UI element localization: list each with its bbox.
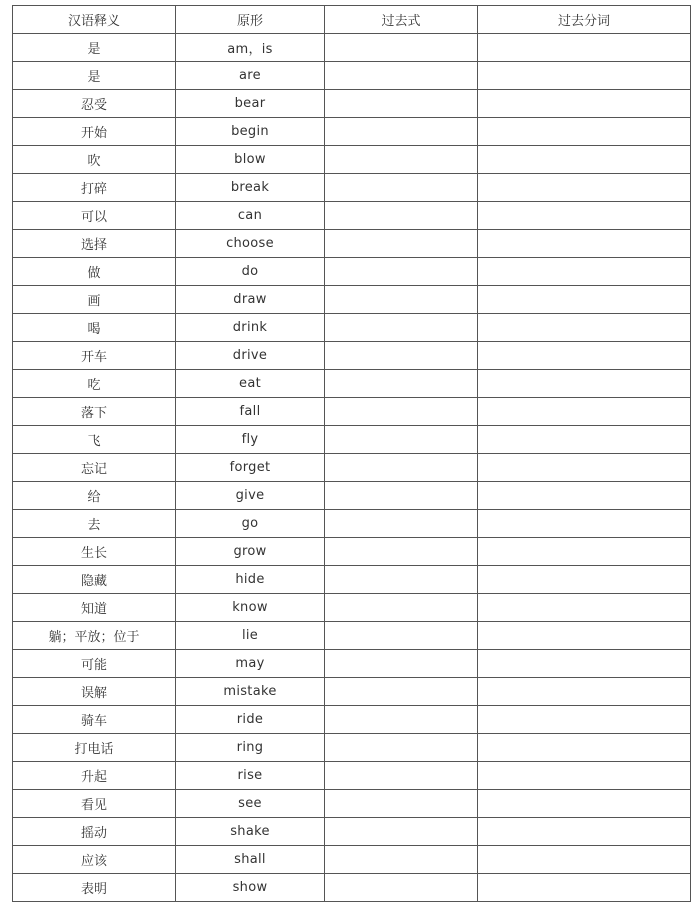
cell-past-tense[interactable] <box>325 202 478 230</box>
cell-past-participle[interactable] <box>478 230 691 258</box>
cell-meaning: 知道 <box>13 594 176 622</box>
cell-past-tense[interactable] <box>325 118 478 146</box>
cell-meaning: 误解 <box>13 678 176 706</box>
cell-base-form: do <box>176 258 325 286</box>
table-row <box>13 650 691 678</box>
table-row <box>13 566 691 594</box>
table-row <box>13 314 691 342</box>
cell-base-form: see <box>176 790 325 818</box>
cell-meaning: 给 <box>13 482 176 510</box>
cell-meaning: 可以 <box>13 202 176 230</box>
cell-base-form: may <box>176 650 325 678</box>
cell-past-tense[interactable] <box>325 818 478 846</box>
cell-past-participle[interactable] <box>478 846 691 874</box>
cell-past-tense[interactable] <box>325 90 478 118</box>
cell-past-participle[interactable] <box>478 650 691 678</box>
cell-meaning: 隐藏 <box>13 566 176 594</box>
cell-past-participle[interactable] <box>478 426 691 454</box>
cell-base-form: show <box>176 874 325 902</box>
cell-past-participle[interactable] <box>478 818 691 846</box>
cell-past-tense[interactable] <box>325 566 478 594</box>
cell-meaning: 可能 <box>13 650 176 678</box>
cell-past-participle[interactable] <box>478 174 691 202</box>
table-body <box>13 34 691 902</box>
table-row <box>13 202 691 230</box>
cell-past-tense[interactable] <box>325 258 478 286</box>
cell-past-tense[interactable] <box>325 482 478 510</box>
table-row <box>13 146 691 174</box>
cell-meaning: 骑车 <box>13 706 176 734</box>
cell-past-tense[interactable] <box>325 342 478 370</box>
cell-past-participle[interactable] <box>478 678 691 706</box>
cell-meaning: 升起 <box>13 762 176 790</box>
cell-past-tense[interactable] <box>325 230 478 258</box>
cell-meaning: 喝 <box>13 314 176 342</box>
cell-base-form: forget <box>176 454 325 482</box>
cell-past-tense[interactable] <box>325 762 478 790</box>
table-row <box>13 230 691 258</box>
table-row <box>13 874 691 902</box>
cell-meaning: 应该 <box>13 846 176 874</box>
cell-base-form: break <box>176 174 325 202</box>
cell-meaning: 做 <box>13 258 176 286</box>
cell-past-tense[interactable] <box>325 538 478 566</box>
cell-meaning: 开始 <box>13 118 176 146</box>
cell-meaning: 选择 <box>13 230 176 258</box>
cell-meaning: 摇动 <box>13 818 176 846</box>
cell-base-form: lie <box>176 622 325 650</box>
table-row <box>13 762 691 790</box>
header-base-form: 原形 <box>176 6 325 34</box>
table-row <box>13 370 691 398</box>
cell-past-tense[interactable] <box>325 146 478 174</box>
cell-meaning: 躺；平放；位于 <box>13 622 176 650</box>
cell-past-participle[interactable] <box>478 734 691 762</box>
cell-past-tense[interactable] <box>325 62 478 90</box>
cell-past-participle[interactable] <box>478 286 691 314</box>
cell-base-form: blow <box>176 146 325 174</box>
table-row <box>13 678 691 706</box>
cell-base-form: grow <box>176 538 325 566</box>
cell-past-participle[interactable] <box>478 538 691 566</box>
table-row <box>13 706 691 734</box>
cell-past-participle[interactable] <box>478 510 691 538</box>
cell-meaning: 表明 <box>13 874 176 902</box>
cell-past-participle[interactable] <box>478 146 691 174</box>
cell-base-form: draw <box>176 286 325 314</box>
table-row <box>13 118 691 146</box>
table-row <box>13 538 691 566</box>
cell-past-tense[interactable] <box>325 622 478 650</box>
cell-past-participle[interactable] <box>478 790 691 818</box>
cell-past-tense[interactable] <box>325 314 478 342</box>
cell-base-form: give <box>176 482 325 510</box>
cell-base-form: go <box>176 510 325 538</box>
cell-base-form: know <box>176 594 325 622</box>
cell-base-form: rise <box>176 762 325 790</box>
cell-past-participle[interactable] <box>478 594 691 622</box>
cell-base-form: shake <box>176 818 325 846</box>
cell-meaning: 打电话 <box>13 734 176 762</box>
cell-meaning: 吃 <box>13 370 176 398</box>
cell-past-participle[interactable] <box>478 370 691 398</box>
table-row <box>13 790 691 818</box>
irregular-verbs-table <box>12 5 691 902</box>
cell-past-tense[interactable] <box>325 846 478 874</box>
table-row <box>13 846 691 874</box>
cell-base-form: mistake <box>176 678 325 706</box>
cell-base-form: drive <box>176 342 325 370</box>
cell-meaning: 忍受 <box>13 90 176 118</box>
header-past-participle: 过去分词 <box>478 6 691 34</box>
cell-meaning: 开车 <box>13 342 176 370</box>
table-row <box>13 426 691 454</box>
cell-past-tense[interactable] <box>325 594 478 622</box>
cell-past-participle[interactable] <box>478 622 691 650</box>
cell-past-tense[interactable] <box>325 174 478 202</box>
cell-base-form: hide <box>176 566 325 594</box>
cell-past-participle[interactable] <box>478 202 691 230</box>
cell-past-participle[interactable] <box>478 258 691 286</box>
cell-meaning: 是 <box>13 34 176 62</box>
cell-base-form: bear <box>176 90 325 118</box>
cell-past-participle[interactable] <box>478 566 691 594</box>
cell-past-participle[interactable] <box>478 706 691 734</box>
table-row <box>13 510 691 538</box>
cell-meaning: 看见 <box>13 790 176 818</box>
cell-past-tense[interactable] <box>325 454 478 482</box>
cell-past-tense[interactable] <box>325 734 478 762</box>
cell-base-form: fall <box>176 398 325 426</box>
cell-past-tense[interactable] <box>325 286 478 314</box>
cell-past-tense[interactable] <box>325 874 478 902</box>
header-past-tense: 过去式 <box>325 6 478 34</box>
cell-past-tense[interactable] <box>325 706 478 734</box>
cell-past-participle[interactable] <box>478 314 691 342</box>
cell-base-form: ring <box>176 734 325 762</box>
table-row <box>13 734 691 762</box>
cell-base-form: choose <box>176 230 325 258</box>
table-row <box>13 62 691 90</box>
cell-past-participle[interactable] <box>478 90 691 118</box>
cell-past-tense[interactable] <box>325 34 478 62</box>
cell-meaning: 打碎 <box>13 174 176 202</box>
cell-base-form: shall <box>176 846 325 874</box>
cell-past-tense[interactable] <box>325 370 478 398</box>
cell-past-participle[interactable] <box>478 454 691 482</box>
cell-past-tense[interactable] <box>325 650 478 678</box>
cell-meaning: 是 <box>13 62 176 90</box>
cell-past-participle[interactable] <box>478 34 691 62</box>
cell-past-tense[interactable] <box>325 790 478 818</box>
header-meaning: 汉语释义 <box>13 6 176 34</box>
table-row <box>13 90 691 118</box>
table-row <box>13 398 691 426</box>
table-row <box>13 594 691 622</box>
cell-base-form: eat <box>176 370 325 398</box>
table-row <box>13 454 691 482</box>
cell-past-participle[interactable] <box>478 874 691 902</box>
cell-meaning: 吹 <box>13 146 176 174</box>
cell-past-participle[interactable] <box>478 482 691 510</box>
table-row <box>13 818 691 846</box>
cell-past-tense[interactable] <box>325 678 478 706</box>
cell-meaning: 去 <box>13 510 176 538</box>
cell-past-tense[interactable] <box>325 426 478 454</box>
table-row <box>13 482 691 510</box>
cell-base-form: am，is <box>176 34 325 62</box>
cell-base-form: are <box>176 62 325 90</box>
table-row <box>13 342 691 370</box>
cell-base-form: can <box>176 202 325 230</box>
cell-meaning: 画 <box>13 286 176 314</box>
cell-past-participle[interactable] <box>478 342 691 370</box>
cell-base-form: drink <box>176 314 325 342</box>
cell-past-participle[interactable] <box>478 118 691 146</box>
cell-past-tense[interactable] <box>325 510 478 538</box>
cell-base-form: fly <box>176 426 325 454</box>
cell-past-participle[interactable] <box>478 62 691 90</box>
cell-past-tense[interactable] <box>325 398 478 426</box>
table-row <box>13 34 691 62</box>
cell-past-participle[interactable] <box>478 762 691 790</box>
cell-meaning: 生长 <box>13 538 176 566</box>
cell-base-form: begin <box>176 118 325 146</box>
table-row <box>13 286 691 314</box>
cell-past-participle[interactable] <box>478 398 691 426</box>
cell-meaning: 忘记 <box>13 454 176 482</box>
cell-base-form: ride <box>176 706 325 734</box>
header-row <box>13 6 691 34</box>
cell-meaning: 落下 <box>13 398 176 426</box>
table-row <box>13 174 691 202</box>
table-row <box>13 258 691 286</box>
cell-meaning: 飞 <box>13 426 176 454</box>
table-row <box>13 622 691 650</box>
